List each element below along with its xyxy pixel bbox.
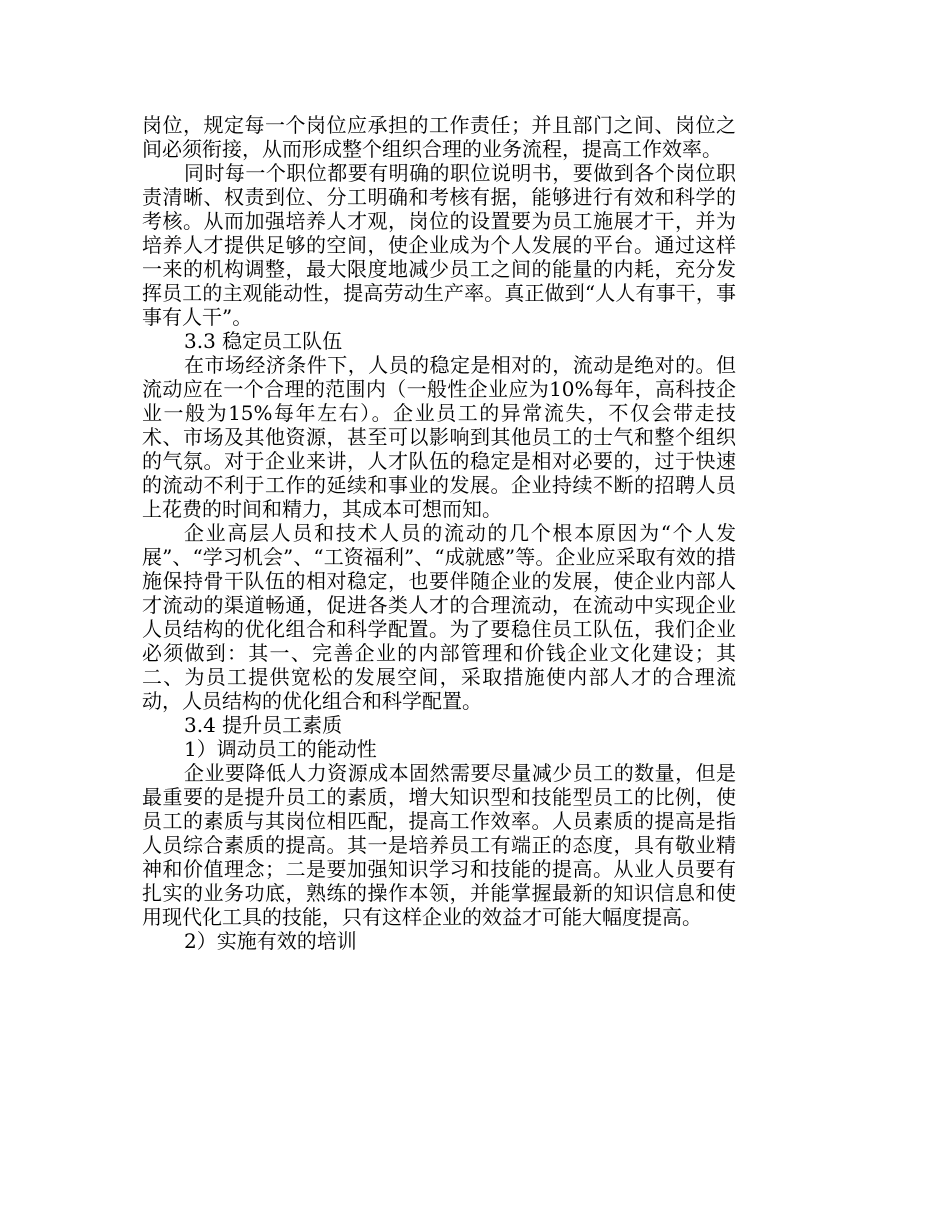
subsection-heading-2: 2）实施有效的培训 [184, 929, 357, 953]
section-heading-3-3: 3.3 稳定员工队伍 [184, 329, 343, 353]
paragraph-4: 企业高层人员和技术人员的流动的几个根本原因为“个人发展”、“学习机会”、“工资福利”、“成就感”等。企业应采取有效的措施保持骨干队伍的相对稳定，也要伴随企业的发展，使企业内部人才流动的渠道畅通，促进各类人才的合理流动，在流动中实现企业人员结构的优化组合和科学配置。为了要稳住员工队伍，我们企业必须做到：其一、完善企业的内部管理和价钱企业文化建设；其二、为员工提供宽松的发展空间，采取措施使内部人才的合理流动，人员结构的优化组合和科学配置。 [142, 521, 736, 713]
paragraph-5: 企业要降低人力资源成本固然需要尽量减少员工的数量，但是最重要的是提升员工的素质，增大知识型和技能型员工的比例，使员工的素质与其岗位相匹配，提高工作效率。人员素质的提高是指人员综合素质的提高。其一是培养员工有端正的态度，具有敬业精神和价值理念；二是要加强知识学习和技能的提高。从业人员要有扎实的业务功底，熟练的操作本领，并能掌握最新的知识信息和使用现代化工具的技能，只有这样企业的效益才可能大幅度提高。 [142, 761, 736, 929]
subsection-heading-1: 1）调动员工的能动性 [184, 737, 377, 761]
paragraph-1: 岗位，规定每一个岗位应承担的工作责任；并且部门之间、岗位之间必须衔接，从而形成整个组织合理的业务流程，提高工作效率。 [142, 113, 736, 161]
document-page [142, 113, 736, 953]
paragraph-3: 在市场经济条件下，人员的稳定是相对的，流动是绝对的。但流动应在一个合理的范围内（一般性企业应为10%每年，高科技企业一般为15%每年左右）。企业员工的异常流失，不仅会带走技术、市场及其他资源，甚至可以影响到其他员工的士气和整个组织的气氛。对于企业来讲，人才队伍的稳定是相对必要的，过于快速的流动不利于工作的延续和事业的发展。企业持续不断的招聘人员上花费的时间和精力，其成本可想而知。 [142, 353, 736, 521]
paragraph-2: 同时每一个职位都要有明确的职位说明书，要做到各个岗位职责清晰、权责到位、分工明确和考核有据，能够进行有效和科学的考核。从而加强培养人才观，岗位的设置要为员工施展才干，并为培养人才提供足够的空间，使企业成为个人发展的平台。通过这样一来的机构调整，最大限度地减少员工之间的能量的内耗，充分发挥员工的主观能动性，提高劳动生产率。真正做到“人人有事干，事事有人干”。 [142, 161, 736, 329]
section-heading-3-4: 3.4 提升员工素质 [184, 713, 343, 737]
